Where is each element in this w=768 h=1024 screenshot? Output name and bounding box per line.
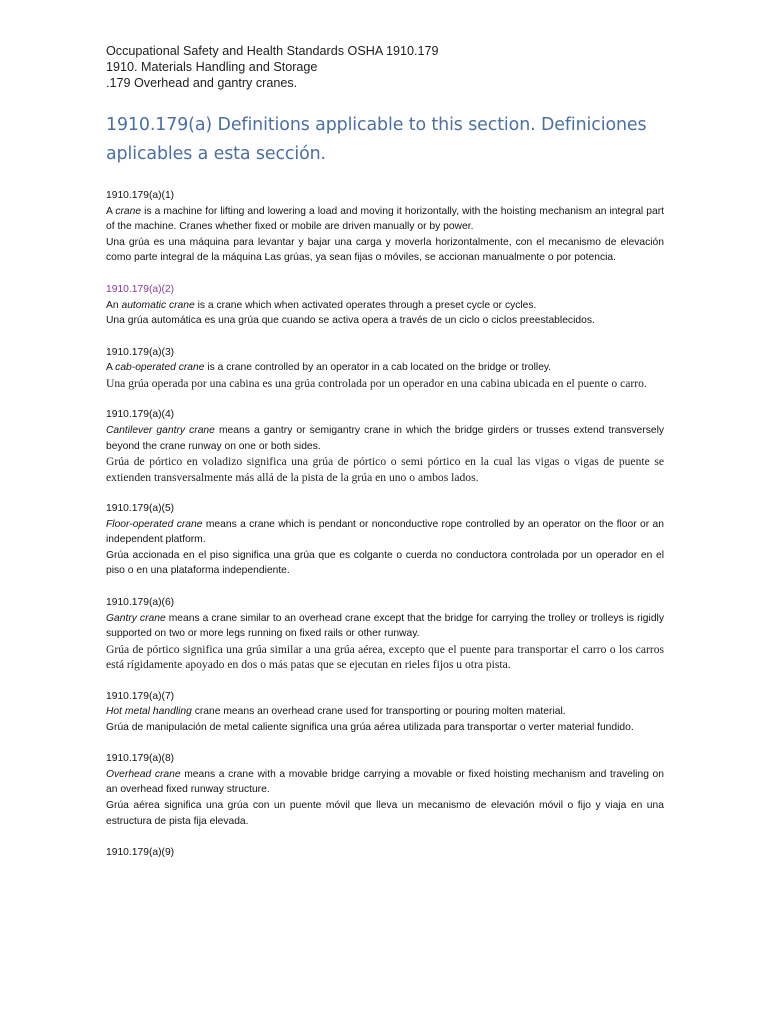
definition-spanish: Grúa de pórtico en voladizo significa una grúa de pórtico o semi pórtico en la cual las vigas o vigas de puente se extienden transversalmente más allá de la pista de la grúa en uno o ambos lados. — [106, 455, 664, 484]
defined-term: Overhead crane — [106, 768, 181, 780]
definition-2 — [106, 282, 664, 329]
definition-english: A crane is a machine for lifting and lowering a load and moving it horizontally, with the hoisting mechanism an integral part of the machine. Cranes whether fixed or mobile are driven manually or by power. — [106, 205, 664, 233]
definition-id: 1910.179(a)(5) — [106, 502, 175, 514]
header-part: 1910. Materials Handling and Storage — [106, 60, 318, 74]
definition-spanish: Grúa de manipulación de metal caliente significa una grúa aérea utilizada para transportar o verter material fundido. — [106, 721, 634, 733]
definition-6 — [106, 595, 664, 673]
defined-term: cab-operated crane — [115, 362, 205, 374]
definition-id: 1910.179(a)(4) — [106, 409, 175, 421]
definition-spanish: Una grúa operada por una cabina es una grúa controlada por un operador en una cabina ubicada en el puente o carro. — [106, 376, 647, 390]
definition-id: 1910.179(a)(2) — [106, 283, 175, 295]
defined-term: Floor-operated crane — [106, 518, 203, 530]
definition-spanish: Grúa accionada en el piso significa una grúa que es colgante o cuerda no conductora controlada por un operador en el piso o en una plataforma independiente. — [106, 549, 664, 577]
defined-term: automatic crane — [121, 299, 195, 311]
definition-english: Cantilever gantry crane means a gantry or semigantry crane in which the bridge girders or trusses extend transversely beyond the crane runway on one or both sides. — [106, 424, 665, 452]
definition-id: 1910.179(a)(9) — [106, 847, 175, 859]
definitions-list — [106, 188, 664, 861]
defined-term: Hot metal handling — [106, 706, 192, 718]
definition-english: Hot metal handling crane means an overhead crane used for transporting or pouring molten material. — [106, 706, 566, 718]
definition-english: Gantry crane means a crane similar to an overhead crane except that the bridge for carrying the trolley or trolleys is rigidly supported on two or more legs running on fixed rails or other runway. — [106, 612, 664, 640]
definition-english: Floor-operated crane means a crane which is pendant or nonconductive rope controlled by an operator on the floor or an independent platform. — [106, 518, 664, 546]
definition-7 — [106, 689, 664, 736]
definition-english: An automatic crane is a crane which when activated operates through a preset cycle or cycles. — [106, 299, 537, 311]
definition-spanish: Grúa de pórtico significa una grúa similar a una grúa aérea, excepto que el puente para transportar el carro o los carros está rígidamente apoyado en dos o más patas que se ejecutan en rieles fijos u otra pista. — [106, 642, 664, 672]
definition-id: 1910.179(a)(6) — [106, 596, 175, 608]
definition-spanish: Grúa aérea significa una grúa con un puente móvil que lleva un mecanismo de elevación móvil o fijo y viaja en una estructura de pista fija elevada. — [106, 800, 664, 827]
header-standard: Occupational Safety and Health Standards OSHA 1910.179 — [106, 44, 439, 58]
definition-id: 1910.179(a)(7) — [106, 690, 175, 702]
definition-5 — [106, 501, 664, 579]
section-title: 1910.179(a) Definitions applicable to this section. Definiciones aplicables a esta sección. — [106, 115, 647, 164]
definition-9 — [106, 845, 664, 861]
definition-8 — [106, 751, 664, 829]
document-page — [106, 43, 664, 861]
defined-term: Gantry crane — [106, 612, 166, 624]
definition-4 — [106, 407, 664, 485]
defined-term: crane — [115, 205, 142, 217]
definition-english: Overhead crane means a crane with a movable bridge carrying a movable or fixed hoisting mechanism and traveling on an overhead fixed runway structure. — [106, 768, 664, 796]
definition-english: A cab-operated crane is a crane controlled by an operator in a cab located on the bridge or trolley. — [106, 362, 552, 374]
header-section: .179 Overhead and gantry cranes. — [106, 76, 298, 90]
definition-3 — [106, 345, 664, 392]
definition-spanish: Una grúa es una máquina para levantar y bajar una carga y moverla horizontalmente, con el mecanismo de elevación como parte integral de la máquina Las grúas, ya sean fijas o móviles, se accionan manualmente o por potencia. — [106, 236, 664, 264]
definition-id: 1910.179(a)(1) — [106, 190, 175, 201]
definition-id: 1910.179(a)(8) — [106, 753, 175, 765]
definition-1 — [106, 188, 664, 266]
definition-spanish: Una grúa automática es una grúa que cuando se activa opera a través de un ciclo o ciclos preestablecidos. — [106, 315, 595, 327]
definition-id: 1910.179(a)(3) — [106, 346, 175, 358]
defined-term: Cantilever gantry crane — [106, 424, 215, 436]
